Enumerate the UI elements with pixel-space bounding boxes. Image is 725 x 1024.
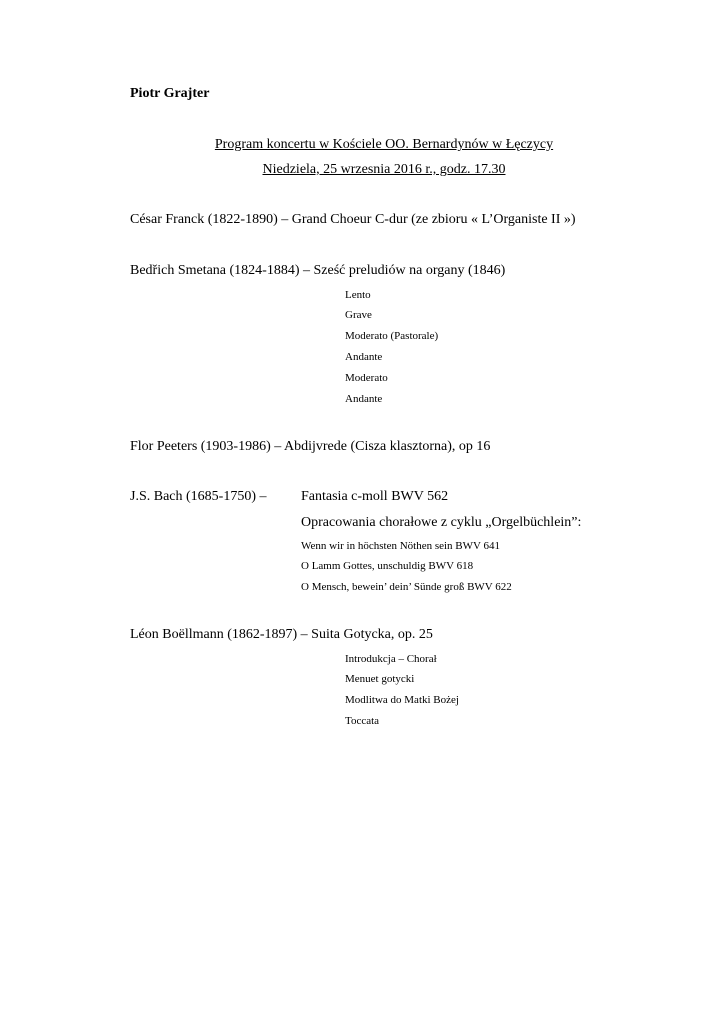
program-title: Program koncertu w Kościele OO. Bernardynów w Łęczycy — [214, 137, 554, 152]
smetana-movement: Moderato — [345, 372, 388, 384]
boellmann-movement: Introdukcja – Chorał — [345, 653, 437, 665]
smetana-movement: Moderato (Pastorale) — [345, 330, 439, 342]
peeters-work: Flor Peeters (1903-1986) – Abdijvrede (Cisza klasztorna), op 16 — [130, 439, 491, 454]
bach-chorales-title: Opracowania chorałowe z cyklu „Orgelbüchlein”: — [301, 515, 582, 530]
bach-fantasia: Fantasia c-moll BWV 562 — [301, 489, 449, 504]
boellmann-movement: Menuet gotycki — [345, 673, 415, 685]
program-date: Niedziela, 25 wrzesnia 2016 r., godz. 17.30 — [262, 162, 506, 177]
smetana-movement: Andante — [345, 351, 383, 363]
smetana-movement: Andante — [345, 393, 383, 405]
bach-chorale: O Mensch, bewein’ dein’ Sünde groß BWV 622 — [301, 581, 512, 593]
smetana-movement: Grave — [345, 309, 372, 321]
boellmann-work: Léon Boëllmann (1862-1897) – Suita Gotycka, op. 25 — [130, 627, 433, 642]
boellmann-movement: Toccata — [345, 715, 380, 727]
boellmann-movement: Modlitwa do Matki Bożej — [345, 694, 459, 706]
smetana-movement: Lento — [345, 289, 371, 301]
bach-composer: J.S. Bach (1685-1750) – — [130, 489, 267, 504]
author-name: Piotr Grajter — [130, 86, 210, 101]
bach-chorale: O Lamm Gottes, unschuldig BWV 618 — [301, 560, 474, 572]
smetana-work: Bedřich Smetana (1824-1884) – Sześć preludiów na organy (1846) — [130, 263, 506, 278]
bach-chorale: Wenn wir in höchsten Nöthen sein BWV 641 — [301, 540, 501, 552]
franck-work: César Franck (1822-1890) – Grand Choeur C-dur (ze zbioru « L’Organiste II ») — [130, 212, 576, 227]
